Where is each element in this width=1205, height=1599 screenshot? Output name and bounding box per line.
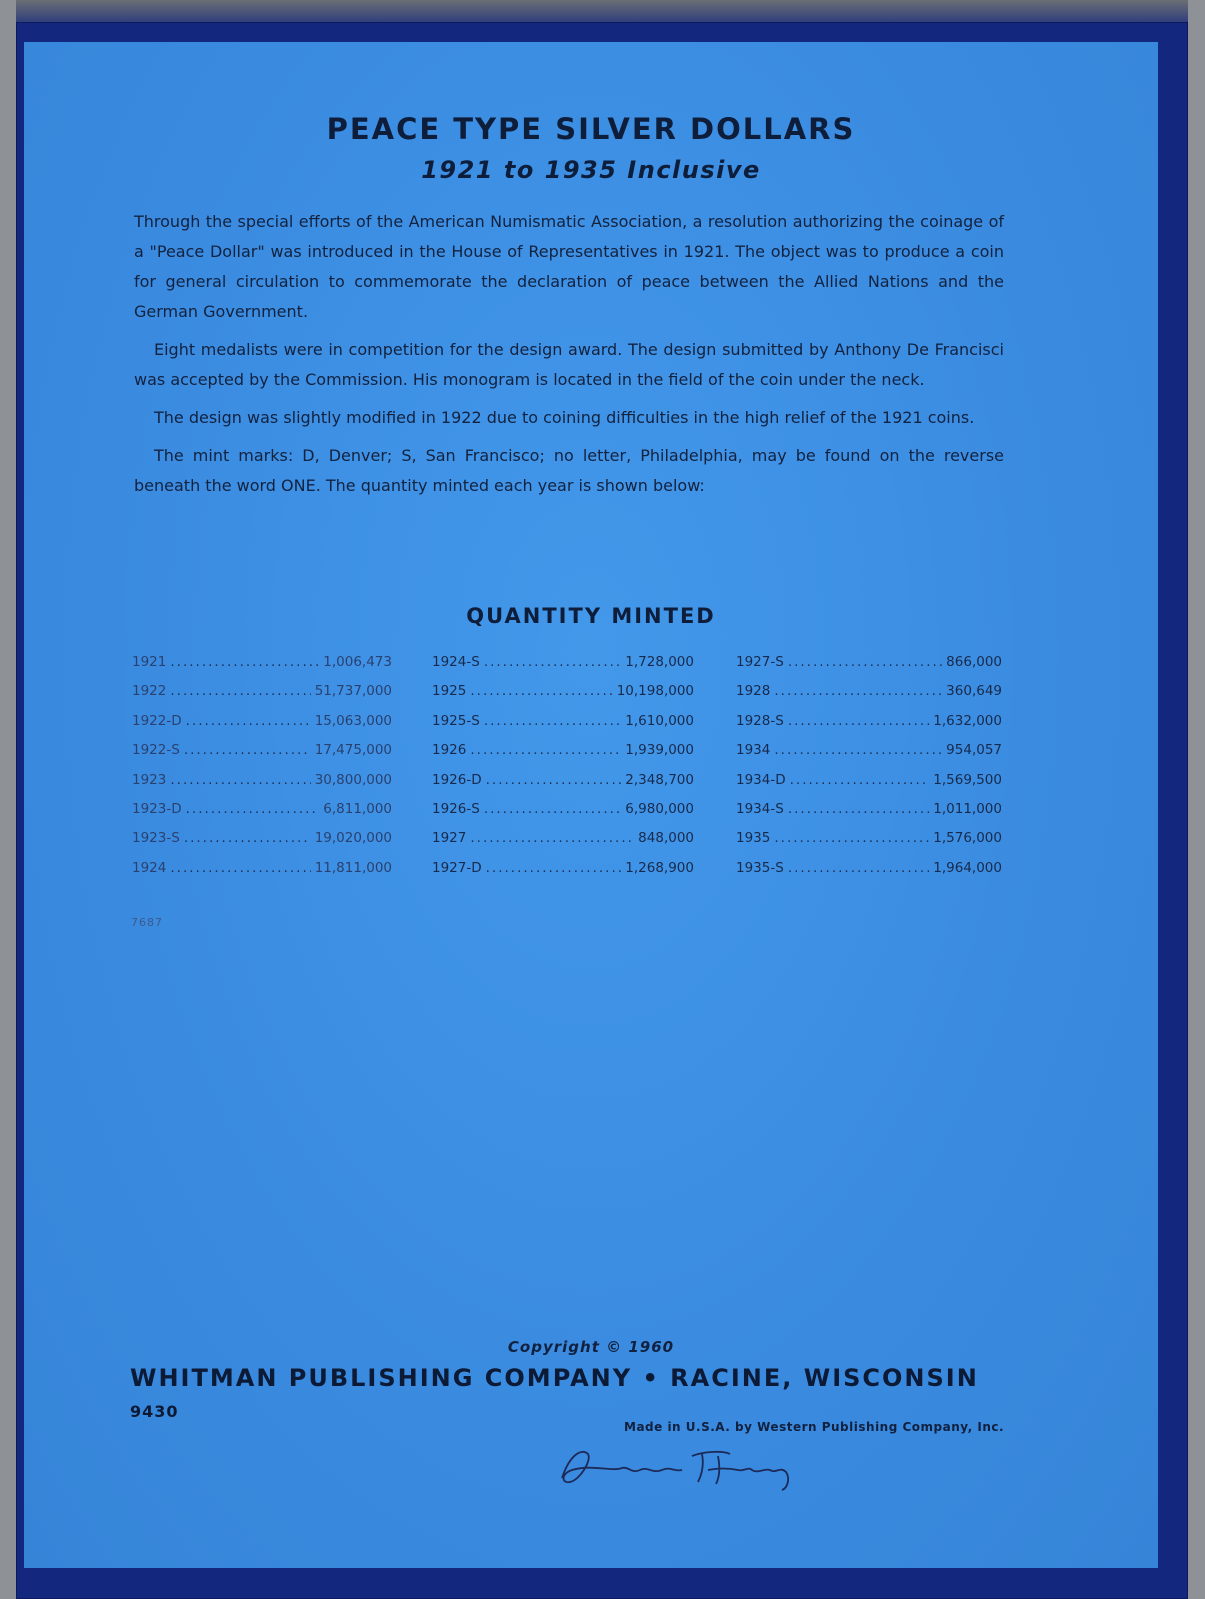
mintage-year: 1926-S — [432, 800, 480, 817]
mintage-year: 1922-D — [132, 712, 182, 729]
leader-dots — [184, 830, 311, 846]
leader-dots — [470, 683, 612, 699]
mintage-year: 1927 — [432, 830, 467, 847]
mintage-year: 1924-S — [432, 654, 480, 670]
publisher-line: WHITMAN PUBLISHING COMPANY • RACINE, WISCONSIN — [130, 1364, 979, 1392]
page-title: PEACE TYPE SILVER DOLLARS — [326, 112, 856, 146]
page-subtitle: 1921 to 1935 Inclusive — [421, 156, 761, 184]
mintage-quantity: 1,939,000 — [625, 742, 694, 759]
mintage-year: 1927-S — [736, 654, 784, 670]
mintage-row — [736, 654, 1002, 683]
leader-dots — [788, 654, 942, 670]
mintage-year: 1922-S — [132, 742, 180, 759]
mintage-row — [432, 683, 694, 712]
paragraph: Eight medalists were in competition for the design award. The design submitted by Anthony De Francisci was accepted by the Commission. His monogram is located in the field of the coin under the neck. — [134, 340, 1004, 389]
mintage-year: 1927-D — [432, 859, 482, 876]
mintage-year: 1925 — [432, 683, 467, 700]
mintage-quantity: 15,063,000 — [314, 712, 392, 729]
mintage-quantity: 6,811,000 — [323, 800, 392, 817]
mintage-quantity: 17,475,000 — [314, 742, 392, 759]
mintage-year: 1934-S — [736, 800, 784, 817]
mintage-year: 1924 — [132, 859, 167, 876]
mintage-year: 1923 — [132, 771, 167, 788]
quantity-minted-heading: QUANTITY MINTED — [466, 604, 716, 628]
mintage-row — [132, 772, 392, 801]
mintage-quantity: 1,964,000 — [933, 859, 1002, 876]
leader-dots — [186, 801, 320, 817]
mintage-row — [736, 683, 1002, 712]
leader-dots — [484, 654, 621, 670]
intro-text — [134, 207, 1004, 509]
leader-dots — [484, 713, 621, 729]
mintage-quantity: 954,057 — [946, 742, 1002, 759]
leader-dots — [774, 830, 929, 846]
mintage-row — [432, 713, 694, 742]
mintage-quantity: 1,569,500 — [933, 771, 1002, 788]
mintage-row — [736, 772, 1002, 801]
paragraph: The mint marks: D, Denver; S, San Francisco; no letter, Philadelphia, may be found on the reverse beneath the word ONE. The quantity minted each year is shown below: — [134, 446, 1004, 495]
mintage-row — [132, 860, 392, 889]
mintage-quantity: 6,980,000 — [625, 800, 694, 817]
leader-dots — [788, 713, 929, 729]
mintage-quantity: 2,348,700 — [625, 771, 694, 788]
mintage-year: 1926-D — [432, 771, 482, 788]
mintage-quantity: 19,020,000 — [314, 830, 392, 847]
catalog-number: 9430 — [130, 1402, 179, 1421]
mintage-column-3 — [736, 654, 1002, 889]
mintage-row — [736, 801, 1002, 830]
mintage-quantity: 848,000 — [638, 830, 694, 847]
leader-dots — [170, 860, 310, 876]
mintage-row — [132, 801, 392, 830]
mintage-row — [432, 772, 694, 801]
mintage-row — [432, 654, 694, 683]
leader-dots — [470, 742, 621, 758]
made-in-line: Made in U.S.A. by Western Publishing Company, Inc. — [624, 1420, 1005, 1434]
leader-dots — [486, 860, 622, 876]
leader-dots — [790, 772, 930, 788]
mintage-row — [432, 801, 694, 830]
mintage-row — [132, 713, 392, 742]
mintage-year: 1928-S — [736, 712, 784, 729]
mintage-row — [132, 654, 392, 683]
paragraph: Through the special efforts of the American Numismatic Association, a resolution authorizing the coinage of a "Peace Dollar" was introduced in the House of Representatives in 1921. The object was to produce a coin for general circulation to commemorate the declaration of peace between the Allied Nations and the German Government. — [134, 212, 1004, 321]
print-code: 7687 — [131, 916, 163, 929]
mintage-row — [432, 742, 694, 771]
mintage-row — [736, 713, 1002, 742]
leader-dots — [788, 860, 929, 876]
mintage-row — [132, 683, 392, 712]
mintage-row — [736, 742, 1002, 771]
mintage-quantity: 1,268,900 — [625, 859, 694, 876]
album-back-page — [24, 42, 1158, 1568]
mintage-year: 1923-S — [132, 830, 180, 847]
mintage-row — [132, 830, 392, 859]
leader-dots — [184, 742, 311, 758]
mintage-column-2 — [432, 654, 694, 889]
leader-dots — [170, 772, 310, 788]
mintage-quantity: 11,811,000 — [314, 859, 392, 876]
mintage-quantity: 51,737,000 — [314, 683, 392, 700]
mintage-year: 1928 — [736, 683, 771, 700]
mintage-quantity: 1,632,000 — [933, 712, 1002, 729]
mintage-quantity: 1,576,000 — [933, 830, 1002, 847]
mintage-quantity: 1,006,473 — [323, 654, 392, 670]
mintage-row — [432, 830, 694, 859]
mintage-year: 1934 — [736, 742, 771, 759]
mintage-year: 1935 — [736, 830, 771, 847]
album-board-top-edge — [16, 0, 1188, 24]
mintage-quantity: 1,610,000 — [625, 712, 694, 729]
leader-dots — [774, 683, 942, 699]
mintage-year: 1925-S — [432, 712, 480, 729]
leader-dots — [774, 742, 942, 758]
mintage-row — [736, 830, 1002, 859]
mintage-quantity: 866,000 — [946, 654, 1002, 670]
mintage-column-1 — [132, 654, 392, 889]
leader-dots — [186, 713, 311, 729]
mintage-row — [132, 742, 392, 771]
mintage-year: 1921 — [132, 654, 167, 670]
designer-signature — [552, 1434, 802, 1494]
mintage-year: 1935-S — [736, 859, 784, 876]
leader-dots — [486, 772, 622, 788]
mintage-quantity: 1,011,000 — [933, 800, 1002, 817]
mintage-year: 1923-D — [132, 800, 182, 817]
mintage-quantity: 1,728,000 — [625, 654, 694, 670]
leader-dots — [170, 654, 319, 670]
mintage-row — [432, 860, 694, 889]
mintage-quantity: 360,649 — [946, 683, 1002, 700]
copyright-line: Copyright © 1960 — [507, 1338, 675, 1356]
mintage-quantity: 10,198,000 — [616, 683, 694, 700]
mintage-year: 1922 — [132, 683, 167, 700]
mintage-row — [736, 860, 1002, 889]
mintage-year: 1926 — [432, 742, 467, 759]
mintage-year: 1934-D — [736, 771, 786, 788]
leader-dots — [170, 683, 310, 699]
leader-dots — [788, 801, 929, 817]
mintage-quantity: 30,800,000 — [314, 771, 392, 788]
paragraph: The design was slightly modified in 1922 due to coining difficulties in the high relief of the 1921 coins. — [154, 408, 975, 427]
leader-dots — [484, 801, 621, 817]
leader-dots — [470, 830, 634, 846]
